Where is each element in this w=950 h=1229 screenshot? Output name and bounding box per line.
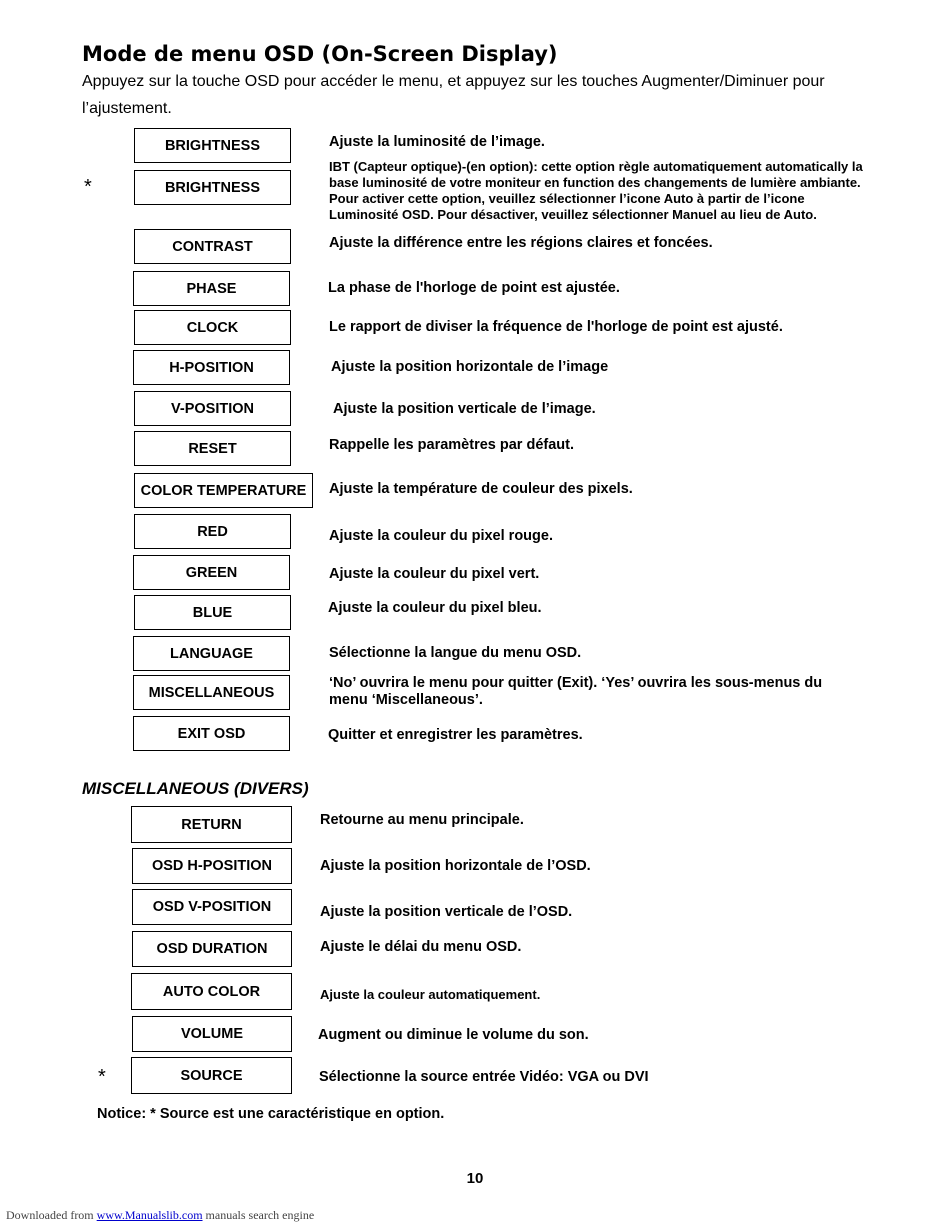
menu-box-contrast: CONTRAST: [134, 229, 291, 264]
menu-box-blue: BLUE: [134, 595, 291, 630]
menu-box-source: SOURCE: [131, 1057, 292, 1094]
menu-box-phase: PHASE: [133, 271, 290, 306]
menu-box-reset: RESET: [134, 431, 291, 466]
menu-desc: Quitter et enregistrer les paramètres.: [328, 727, 583, 743]
menu-desc: Sélectionne la langue du menu OSD.: [329, 645, 582, 661]
menu-desc: Ajuste la position verticale de l’image.: [333, 401, 596, 417]
menu-desc: Ajuste la position verticale de l’OSD.: [320, 904, 573, 920]
menu-box-language: LANGUAGE: [133, 636, 290, 671]
menu-desc: Ajuste le délai du menu OSD.: [320, 939, 522, 955]
optional-star: *: [84, 176, 92, 198]
menu-desc: Ajuste la couleur du pixel bleu.: [328, 600, 542, 616]
menu-desc: ‘No’ ouvrira le menu pour quitter (Exit). ‘Yes’ ouvrira les sous-menus du menu ‘Miscellaneous’.: [329, 675, 823, 708]
page-number: 10: [466, 1170, 484, 1187]
menu-desc: Rappelle les paramètres par défaut.: [329, 437, 574, 453]
menu-desc: Retourne au menu principale.: [320, 812, 524, 828]
menu-box-red: RED: [134, 514, 291, 549]
menu-box-exit-osd: EXIT OSD: [133, 716, 290, 751]
menu-box-return: RETURN: [131, 806, 292, 843]
menu-desc: Ajuste la couleur automatiquement.: [320, 987, 541, 1002]
menu-desc: Ajuste la couleur du pixel vert.: [329, 566, 540, 582]
menu-desc: Ajuste la position horizontale de l’OSD.: [320, 858, 591, 874]
menu-desc: Sélectionne la source entrée Vidéo: VGA ou DVI: [319, 1069, 649, 1085]
download-footer: [6, 1208, 314, 1223]
intro-text: Appuyez sur la touche OSD pour accéder le menu, et appuyez sur les touches Augmenter/Diminuer pour l’ajustement.: [82, 73, 825, 117]
footer-suffix: manuals search engine: [205, 1208, 315, 1222]
menu-desc: Le rapport de diviser la fréquence de l'horloge de point est ajusté.: [329, 319, 783, 335]
menu-desc: Ajuste la luminosité de l’image.: [329, 134, 545, 150]
footer-link[interactable]: www.Manualslib.com: [96, 1208, 203, 1222]
menu-box-color-temperature: COLOR TEMPERATURE: [134, 473, 313, 508]
menu-box-brightness: BRIGHTNESS: [134, 128, 291, 163]
menu-desc: Ajuste la position horizontale de l’image: [331, 359, 609, 375]
menu-box-clock: CLOCK: [134, 310, 291, 345]
footer-prefix: Downloaded from: [6, 1208, 94, 1222]
menu-desc: Ajuste la température de couleur des pixels.: [329, 481, 633, 497]
menu-box-auto-color: AUTO COLOR: [131, 973, 292, 1010]
menu-desc: La phase de l'horloge de point est ajustée.: [328, 280, 620, 296]
menu-desc: IBT (Capteur optique)-(en option): cette option règle automatiquement automatically la base luminosité de votre moniteur en function des changements de lumière ambiante. Pour activer cette option, veuillez sélectionner l’icone Auto à partir de l’icone Luminosité OSD. Pour désactiver, veuillez sélectionner Manuel au lieu de Auto.: [329, 159, 863, 222]
page-title: Mode de menu OSD (On-Screen Display): [82, 42, 558, 66]
menu-desc: Ajuste la différence entre les régions claires et foncées.: [329, 235, 713, 251]
menu-box-miscellaneous: MISCELLANEOUS: [133, 675, 290, 710]
misc-section-title: MISCELLANEOUS (DIVERS): [82, 779, 309, 798]
menu-box-volume: VOLUME: [132, 1016, 292, 1052]
notice-text: Notice: * Source est une caractéristique en option.: [97, 1106, 445, 1122]
menu-box-green: GREEN: [133, 555, 290, 590]
menu-box-osd-duration: OSD DURATION: [132, 931, 292, 967]
menu-box-osd-h-position: OSD H-POSITION: [132, 848, 292, 884]
menu-desc: Ajuste la couleur du pixel rouge.: [329, 528, 553, 544]
menu-box-osd-v-position: OSD V-POSITION: [132, 889, 292, 925]
menu-box-h-position: H-POSITION: [133, 350, 290, 385]
menu-box-v-position: V-POSITION: [134, 391, 291, 426]
menu-desc: Augment ou diminue le volume du son.: [318, 1027, 589, 1043]
menu-box-brightness-ibt: BRIGHTNESS: [134, 170, 291, 205]
optional-star: *: [98, 1066, 106, 1088]
